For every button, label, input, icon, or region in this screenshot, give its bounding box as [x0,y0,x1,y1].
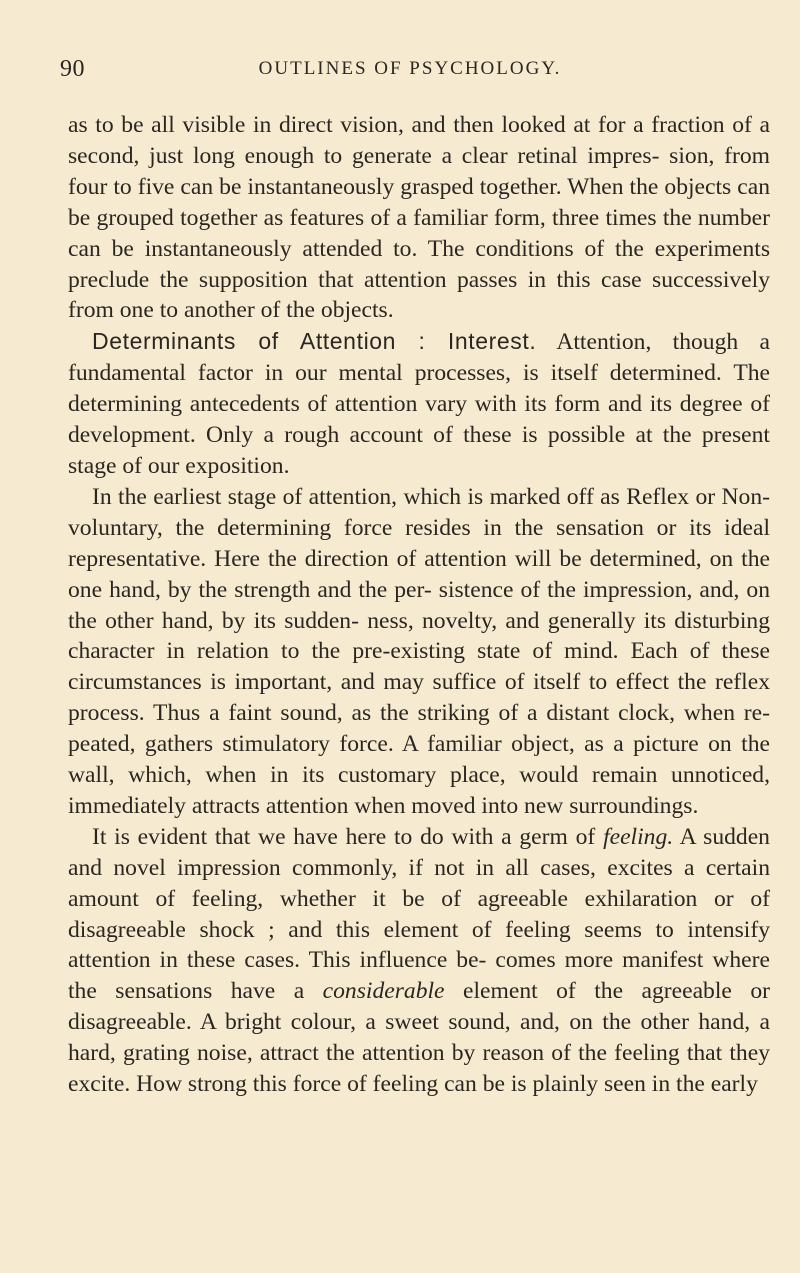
paragraph-feeling-text-c: element of the agreeable or disagreeable. A bright colour, a sweet sound, and, on the other hand, a hard, grating noise, attract the attention by reason of the feeling that they excite. How strong this force of feeling can be is plainly seen in the early [68,978,770,1098]
page-header [60,56,760,86]
paragraph-feeling [68,822,770,1100]
section-heading: Determinants of Attention : Interest. [92,328,537,355]
paragraph-reflex-attention: In the earliest stage of attention, which is marked off as Reflex or Non-voluntary, the determining force resides in the sensation or its ideal representative. Here the direction of attention will be determined, on the one hand, by the strength and the per- sistence of the impression, and, on the other hand, by its sudden- ness, novelty, and generally its disturbing character in relation to the pre-existing state of mind. Each of these circumstances is important, and may suffice of itself to effect the reflex process. Thus a faint sound, as the striking of a distant clock, when re- peated, gathers stimulatory force. A familiar object, as a picture on the wall, which, when in its customary place, would remain unnoticed, immediately attracts attention when moved into new surroundings. [68,483,770,819]
page-number: 90 [60,56,85,82]
body-text [68,110,770,1100]
paragraph-feeling-text-a: It is evident that we have here to do with a germ of [92,823,596,850]
paragraph-continuation: as to be all visible in direct vision, and then looked at for a fraction of a second, just long enough to generate a clear retinal impres- sion, from four to five can be instantaneously grasped together. When the objects can be grouped together as features of a familiar form, three times the number can be instantaneously attended to. The conditions of the experiments preclude the supposition that attention passes in this case successively from one to another of the objects. [68,112,770,324]
emphasis-considerable: considerable [322,978,445,1005]
paragraph-feeling-text-b: A sudden and novel impression commonly, if not in all cases, excites a certain amount of feeling, whether it be of agreeable exhilaration or of disagreeable shock ; and this element of feeling seems to intensify attention in these cases. This influence be- comes more manifest where the sensations have a [68,823,770,1005]
running-title: OUTLINES OF PSYCHOLOGY. [258,58,562,79]
emphasis-feeling: feeling. [603,823,674,850]
paragraph-determinants [68,326,770,482]
paragraph-determinants-text: Attention, though a fundamental factor in our mental processes, is itself determined. The determining antecedents of attention vary with its form and its degree of development. Only a rough account of these is possible at the present stage of our exposition. [68,329,770,479]
